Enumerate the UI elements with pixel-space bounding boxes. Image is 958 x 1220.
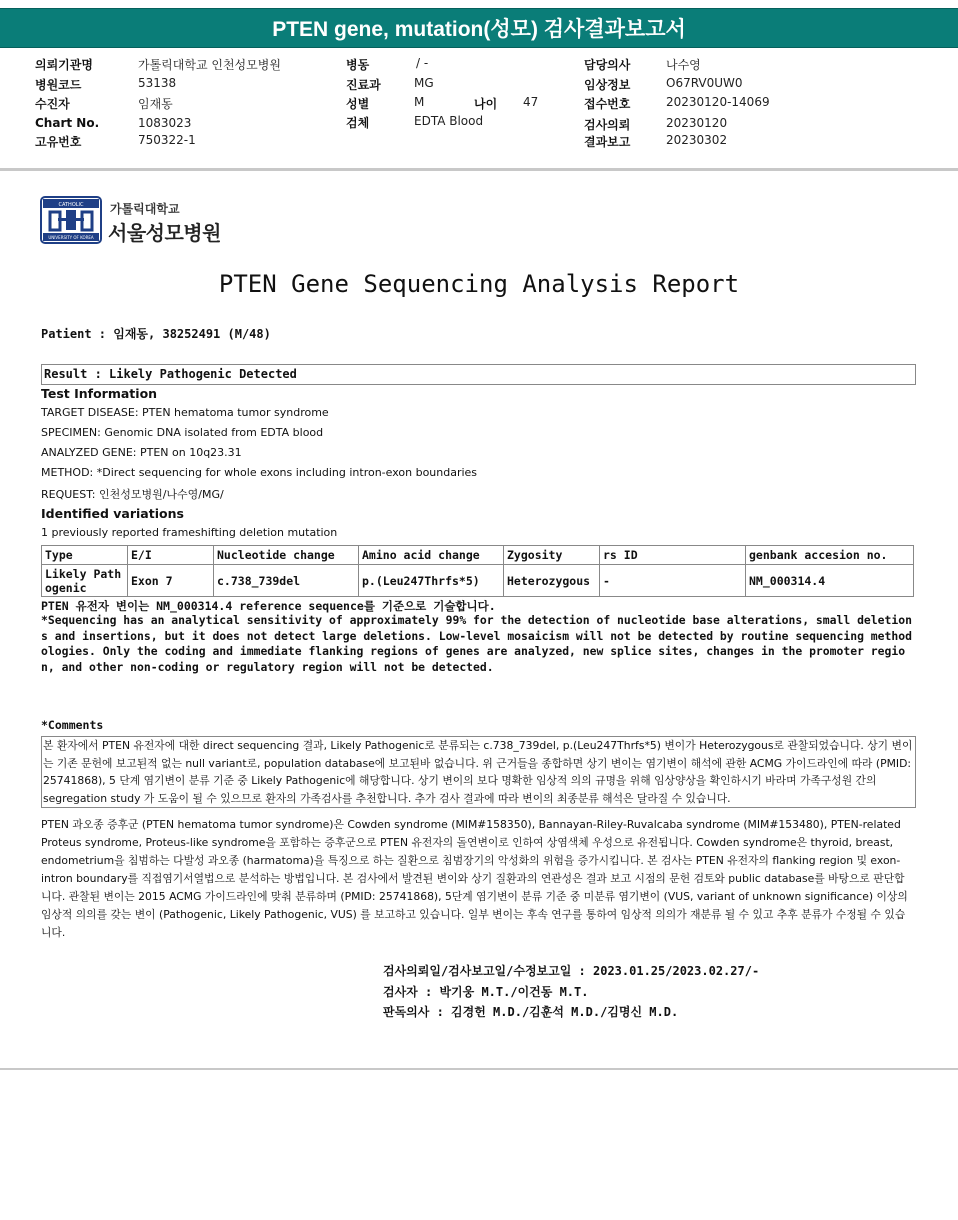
test-info-line: REQUEST: 인천성모병원/나수영/MG/	[41, 488, 224, 501]
table-header-cell: genbank accesion no.	[746, 546, 914, 565]
report-title: PTEN gene, mutation(성모) 검사결과보고서	[272, 18, 686, 41]
info-key: Chart No.	[35, 116, 100, 130]
table-cell: Exon 7	[128, 565, 214, 597]
examiners: 검사자 : 박기웅 M.T./이건동 M.T.	[383, 985, 589, 999]
identified-summary: 1 previously reported frameshifting deletion mutation	[41, 526, 338, 539]
info-key: 병원코드	[35, 78, 82, 92]
info-key: 성별	[346, 97, 370, 111]
info-value: MG	[414, 76, 434, 90]
report-heading: PTEN Gene Sequencing Analysis Report	[218, 270, 740, 298]
table-cell: p.(Leu247Thrfs*5)	[359, 565, 504, 597]
patient-line: Patient : 임재동, 38252491 (M/48)	[41, 327, 271, 341]
info-key: 나이	[474, 97, 498, 111]
hospital-emblem-icon	[40, 196, 102, 244]
table-cell: c.738_739del	[214, 565, 359, 597]
reference-note: PTEN 유전자 변이는 NM_000314.4 reference sequence를 기준으로 기술합니다.	[41, 599, 496, 613]
info-key: 고유번호	[35, 135, 82, 149]
info-key: 담당의사	[584, 58, 631, 72]
general-comment: PTEN 과오종 증후군 (PTEN hematoma tumor syndrome)은 Cowden syndrome (MIM#158350), Bannayan-Riley-Ruvalcaba syndrome (MIM#153480), PTEN-related Proteus syndrome, Proteus-like syndrome을 포함하는 증후군으로 PTEN 유전자의 돌연변이로 인하여 상염색체 우성으로 유전됩니다. Cowden syndrome은 thyroid, breast, endometrium을 침범하는 다발성 과오종 (harmatoma)을 특징으로 하는 질환으로 침범장기의 악성화의 위험을 증가시킵니다. 본 검사는 PTEN 유전자의 flanking region 및 exon-intron boundary를 직접염기서열법으로 분석하는 방법입니다. 본 검사에서 발견된 변이와 상기 질환과의 연관성은 결과 보고 시점의 문헌 검토와 public database를 바탕으로 판단합니다. 관찰된 변이는 2015 ACMG 가이드라인에 맞춰 분류하며 (PMID: 25741868), 5단계 염기변이 분류 기준 중 미분류 염기변이 (VUS, variant of unknown significance) 이상의 임상적 의의를 갖는 변이 (Pathogenic, Likely Pathogenic, VUS) 를 보고하고 있습니다. 일부 변이는 후속 연구를 통하여 임상적 의의가 재분류 될 수 있고 추후 분류가 수정될 수 있습니다.	[41, 818, 908, 939]
test-info-line: SPECIMEN: Genomic DNA isolated from EDTA blood	[41, 426, 324, 439]
variant-table	[41, 545, 914, 597]
info-key: 병동	[346, 58, 370, 72]
info-value: O67RV0UW0	[666, 76, 743, 90]
table-row	[42, 565, 914, 597]
table-header-cell: Type	[42, 546, 128, 565]
hospital-logo	[40, 196, 240, 244]
info-key: 의뢰기관명	[35, 58, 93, 72]
info-value: 20230120	[666, 116, 728, 130]
divider	[0, 1068, 958, 1070]
info-key: 검체	[346, 116, 370, 130]
table-header-cell: E/I	[128, 546, 214, 565]
info-key: 수진자	[35, 97, 70, 111]
info-value: 750322-1	[138, 133, 196, 147]
info-value: M	[414, 95, 425, 109]
info-key: 결과보고	[584, 135, 631, 149]
info-value: 임재동	[138, 97, 173, 111]
table-header-cell: Zygosity	[504, 546, 600, 565]
info-key: 임상정보	[584, 78, 631, 92]
table-header-cell: Nucleotide change	[214, 546, 359, 565]
svg-text:UNIVERSITY OF KOREA: UNIVERSITY OF KOREA	[48, 235, 94, 240]
hospital-name-line1: 가톨릭대학교	[110, 202, 180, 216]
info-key: 접수번호	[584, 97, 631, 111]
hospital-name-line2: 서울성모병원	[108, 221, 221, 245]
test-info-line: TARGET DISEASE: PTEN hematoma tumor syndrome	[41, 406, 329, 419]
variant-table-header	[42, 546, 914, 565]
sensitivity-note: *Sequencing has an analytical sensitivity of approximately 99% for the detection of nucleotide base alterations, small deletions and insertions, but it does not detect large deletions. Low-level mosaicism will not be detected by routine sequencing methodologies. Only the coding and immediate flanking regions of genes are analyzed, new splice sites, changes in the promoter region, and other non-coding or regulatory region will not be detected.	[41, 613, 912, 674]
test-info-line: ANALYZED GENE: PTEN on 10q23.31	[41, 446, 242, 459]
info-value: 나수영	[666, 58, 701, 72]
result-box	[41, 364, 916, 385]
info-value: / -	[416, 56, 429, 70]
table-cell: -	[600, 565, 746, 597]
report-title-bar	[0, 8, 958, 48]
info-key: 검사의뢰	[584, 118, 631, 132]
info-value: EDTA Blood	[414, 114, 484, 128]
info-value: 20230302	[666, 133, 728, 147]
info-value: 1083023	[138, 116, 192, 130]
result-text: Result : Likely Pathogenic Detected	[44, 367, 297, 381]
table-header-cell: Amino acid change	[359, 546, 504, 565]
table-cell: Heterozygous	[504, 565, 600, 597]
svg-text:CATHOLIC: CATHOLIC	[58, 202, 84, 208]
table-cell: NM_000314.4	[746, 565, 914, 597]
comment-box: 본 환자에서 PTEN 유전자에 대한 direct sequencing 결과, Likely Pathogenic로 분류되는 c.738_739del, p.(Leu247Thrfs*5) 변이가 Heterozygous로 관찰되었습니다. 상기 변이는 기존 문헌에 보고된적 없는 null variant로, population database에 보고된바 없습니다. 위 근거들을 종합하면 상기 변이는 염기변이 해석에 관한 ACMG 가이드라인에 따라 (PMID: 25741868), 5 단계 염기변이 분류 기준 중 Likely Pathogenic에 해당합니다. 상기 변이의 보다 명확한 임상적 의의 규명을 위해 임상양상을 확인하시기 바라며 가족구성원 간의 segregation study 가 도움이 될 수 있으므로 환자의 가족검사를 추천합니다. 추가 검사 결과에 따라 변이의 최종분류 해석은 달라질 수 있습니다.	[41, 736, 916, 808]
reading-physicians: 판독의사 : 김경헌 M.D./김훈석 M.D./김명신 M.D.	[383, 1005, 679, 1019]
report-dates: 검사의뢰일/검사보고일/수정보고일 : 2023.01.25/2023.02.27/-	[383, 964, 760, 978]
info-value: 가톨릭대학교 인천성모병원	[138, 58, 281, 72]
info-value: 53138	[138, 76, 177, 90]
table-cell: Likely Path ogenic	[42, 565, 128, 597]
test-info-line: METHOD: *Direct sequencing for whole exons including intron-exon boundaries	[41, 466, 478, 479]
info-key: 진료과	[346, 78, 381, 92]
identified-heading: Identified variations	[41, 506, 184, 521]
comments-heading: *Comments	[41, 718, 104, 732]
table-header-cell: rs ID	[600, 546, 746, 565]
info-value: 20230120-14069	[666, 95, 770, 109]
divider	[0, 168, 958, 171]
test-info-heading: Test Information	[41, 386, 158, 401]
info-value: 47	[523, 95, 539, 109]
